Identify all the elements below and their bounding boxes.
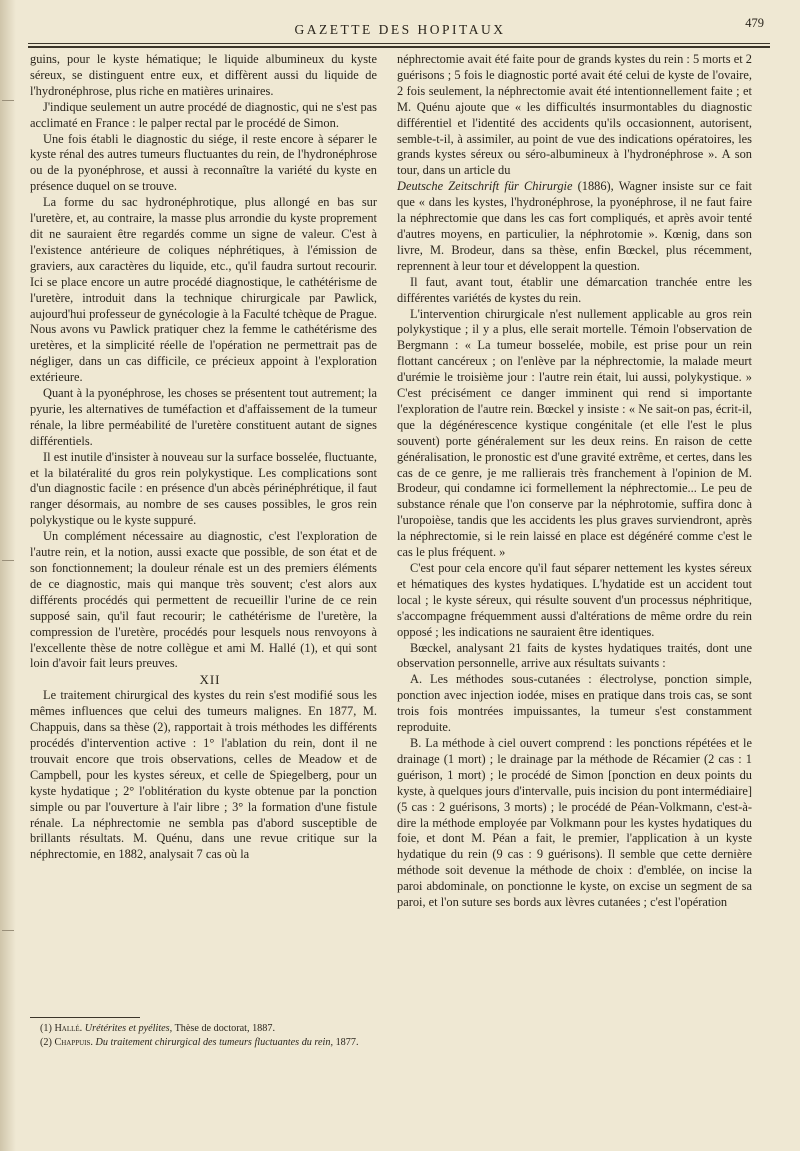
paragraph: Bœckel, analysant 21 faits de kystes hydatiques traités, dont une observation personnelle, arrive aux résultats suivants : [397, 640, 752, 671]
paragraph: Un complément nécessaire au diagnostic, c'est l'exploration de l'autre rein, et la notion, aussi exacte que possible, de son état et de son fonctionnement; la douleur rénale est un des premiers éléments de ce diagnostic, mais qui manque très souvent; c'est alors aux différents procédés qui permettent de recueillir l'urine de ce rein supposé sain, qu'il faut recourir; le cathétérisme de l'uretère, la compression de l'uretère, procédés pour lesquels nous renvoyons à l'excellente thèse de notre collègue et ami M. Hallé (1), et qui sont loin d'avoir fait leurs preuves. [30, 529, 377, 671]
footnote-rule [30, 1017, 140, 1018]
paragraph: Une fois établi le diagnostic du siége, il reste encore à séparer le kyste rénal des autres tumeurs fluctuantes du rein, de l'hydronéphrose ou de la pyonéphrose, et aussi à reconnaître la variété du kyste en présence duquel on se trouve. [30, 131, 377, 194]
header-rule-thick [28, 46, 770, 48]
paragraph: néphrectomie avait été faite pour de grands kystes du rein : 5 morts et 2 guérisons ; 5 fois le diagnostic porté avait été celui de kyste de l'ovaire, 2 fois seulement, la néphrectomie avait été intentionnellement faite ; et M. Quénu ajoute que « les difficultés insurmontables du diagnostic différentiel et l'identité des accidents qu'ils occasionnent, autorisent, semble-t-il, à assimiler, au point de vue des indications opératoires, les grands kystes séreux ou séro-albumineux à l'hydronéphrose ». A son tour, dans un article du [397, 52, 752, 178]
footnote-author: Hallé. [54, 1023, 83, 1034]
paragraph: B. La méthode à ciel ouvert comprend : les ponctions répétées et le drainage (1 mort) ; le drainage par la méthode de Récamier (2 cas : 1 guérison, 1 mort) ; le procédé de Simon [ponction en deux points du kyste, à quelques jours d'intervalle, puis incision du pont intermédiaire] (5 cas : 2 guérisons, 3 morts) ; le procédé de Péan-Volkmann, c'est-à-dire la méthode employée par Volkmann pour les kystes hydatiques du foie, et dont M. Péan a fait, le premier, l'application à un kyste hydatique du rein (9 cas : 9 guérisons). Il semble que cette dernière méthode soit devenue la méthode de choix : d'emblée, on incise la paroi abdominale, on ponctionne le kyste, on excise un segment de sa paroi, et l'on suture ses bords aux lèvres cutanées ; c'est l'opération [397, 735, 752, 910]
paragraph: Quant à la pyonéphrose, les choses se présentent tout autrement; la pyurie, les alternatives de tuméfaction et d'affaissement de la tumeur rénale, la libre perméabilité de l'uretère constituent autant de signes différentiels. [30, 386, 377, 448]
right-column [397, 52, 752, 911]
footnote-title: Du traitement chirurgical des tumeurs fluctuantes du rein, [95, 1036, 334, 1048]
footnote-mark: (2) [40, 1036, 52, 1048]
paragraph: guins, pour le kyste hématique; le liquide albumineux du kyste séreux, se distinguent entre eux, et diffèrent aussi du liquide de l'hydronéphrose, plus riche en matières urinaires. [30, 52, 377, 98]
footnote-mark: (1) [40, 1023, 52, 1034]
journal-name: Deutsche Zeitschrift für Chirurgie [397, 179, 573, 194]
paragraph: Il faut, avant tout, établir une démarcation tranchée entre les différentes variétés de kystes du rein. [397, 274, 752, 305]
paragraph: Le traitement chirurgical des kystes du rein s'est modifié sous les mêmes influences que celui des tumeurs malignes. En 1877, M. Chappuis, dans sa thèse (2), rapportait à trois méthodes les différents procédés d'intervention active : 1° l'ablation du rein, dont il ne trouvait encore que trois observations, celles de Meadow et de Campbell, pour les kystes séreux, et celle de Spiegelberg, pour un kyste hydatique ; 2° l'oblitération du kyste obtenue par la ponction simple ou par l'ouverture à l'air libre ; 3° la formation d'une fistule rénale. La néphrectomie ne sembla pas d'abord susceptible de brillants résultats. M. Quénu, dans une revue critique sur la néphrectomie, en 1882, analysait 7 cas où la [30, 688, 377, 862]
section-number: XII [199, 672, 221, 688]
footnote-title: Urétérites et pyélites, [84, 1023, 173, 1034]
footnote-rest: Thèse de doctorat, 1887. [174, 1023, 276, 1034]
footnote [30, 1036, 377, 1050]
binding-shadow [0, 0, 16, 1151]
left-column [30, 52, 377, 863]
paragraph-text: (1886), Wagner insiste sur ce fait que « dans les kystes, l'hydronéphrose, la pyonéphrose, il ne faut faire la néphrectomie que dans les cas fort compliqués, et après avoir tenté d'autres moyens, en particulier, la néphrotomie ». Kœnig, dans son livre, M. Brodeur, dans sa thèse, enfin Bœckel, plus récemment, reprennent à leur tour et développent la question. [397, 179, 752, 273]
page-number: 479 [745, 16, 764, 30]
footnote [30, 1022, 377, 1036]
journal-title: GAZETTE DES HOPITAUX [294, 22, 506, 37]
paragraph: J'indique seulement un autre procédé de diagnostic, qui ne s'est pas acclimaté en France : le palper rectal par le procédé de Simon. [30, 99, 377, 130]
footnote-author: Chappuis. [54, 1036, 93, 1048]
footnote-rest: 1877. [335, 1036, 359, 1048]
paragraph: L'intervention chirurgicale n'est nullement applicable au gros rein polykystique ; il y a plus, elle serait mortelle. Témoin l'observation de Bergmann : « La tumeur bosselée, mobile, est prise pour un rein flottant cancéreux ; on l'enlève par la néphrectomie, la malade meurt d'urémie le troisième jour : l'autre rein était, lui aussi, polykystique. » C'est précisément ce danger imminent qui rend si importante l'exploration de l'autre rein. Bœckel y insiste : « Ne sait-on pas, écrit-il, que la dégénérescence kystique congénitale (et elle l'est le plus souvent) porte généralement sur les deux reins. En raison de cette généralisation, le pronostic est d'une gravité extrême, et certes, dans les cas de ce genre, je me rallierais très franchement à l'opinion de M. Brodeur, qui condamne ici formellement la néphrectomie... Le peu de substance rénale que l'on conserve par la néphrotomie, suffira donc à l'uropoièse, tandis que les accidents les plus graves surviendront, après la néphrectomie, si le rein laissé en place est dégénéré comme c'est le cas le plus fréquent. » [397, 306, 752, 560]
header-rule [28, 43, 770, 44]
margin-mark [2, 100, 14, 101]
margin-mark [2, 560, 14, 561]
paragraph [397, 179, 752, 274]
paragraph: Il est inutile d'insister à nouveau sur la surface bosselée, fluctuante, et la bilatéralité du gros rein polykystique. Les complications sont d'un diagnostic facile : en présence d'un abcès périnéphrétique, il faut ranger désormais, au nombre de ses causes possibles, le gros rein polykystique ou le kyste suppuré. [30, 449, 377, 528]
footnotes [30, 1022, 377, 1049]
paragraph: La forme du sac hydronéphrotique, plus allongé en bas sur l'uretère, et, au contraire, la masse plus arrondie du kyste proprement dit ne sauraient être regardés comme un signe de valeur. C'est à l'existence antérieure de coliques néphrétiques, à l'émission de graviers, aux caractères du liquide, etc., qu'il faudra surtout recourir. Ici se place encore un autre procédé diagnostique, le cathétérisme de l'uretère, introduit dans la technique chirurgicale par Pawlick, aujourd'hui professeur de gynécologie à la Faculté tchèque de Prague. Nous avons vu Pawlick pratiquer chez la femme le cathétérisme des uretères, et la simplicité réelle de l'opération ne permettrait pas de négliger, dans un cas difficile, ce précieux appoint à l'exploration extérieure. [30, 195, 377, 385]
margin-mark [2, 930, 14, 931]
paragraph: C'est pour cela encore qu'il faut séparer nettement les kystes séreux et hématiques des kystes hydatiques. L'hydatide est un accident tout local ; le kyste séreux, qui résulte souvent d'un processus néphritique, s'accompagne fréquemment aussi d'altérations de même ordre du rein opposé ; les indications ne sauraient être identiques. [397, 561, 752, 639]
paragraph: A. Les méthodes sous-cutanées : électrolyse, ponction simple, ponction avec injection iodée, mises en pratique dans trois cas, se sont trois fois montrées impuissantes, la tumeur s'est constamment reproduite. [397, 672, 752, 735]
page-header [30, 14, 770, 42]
